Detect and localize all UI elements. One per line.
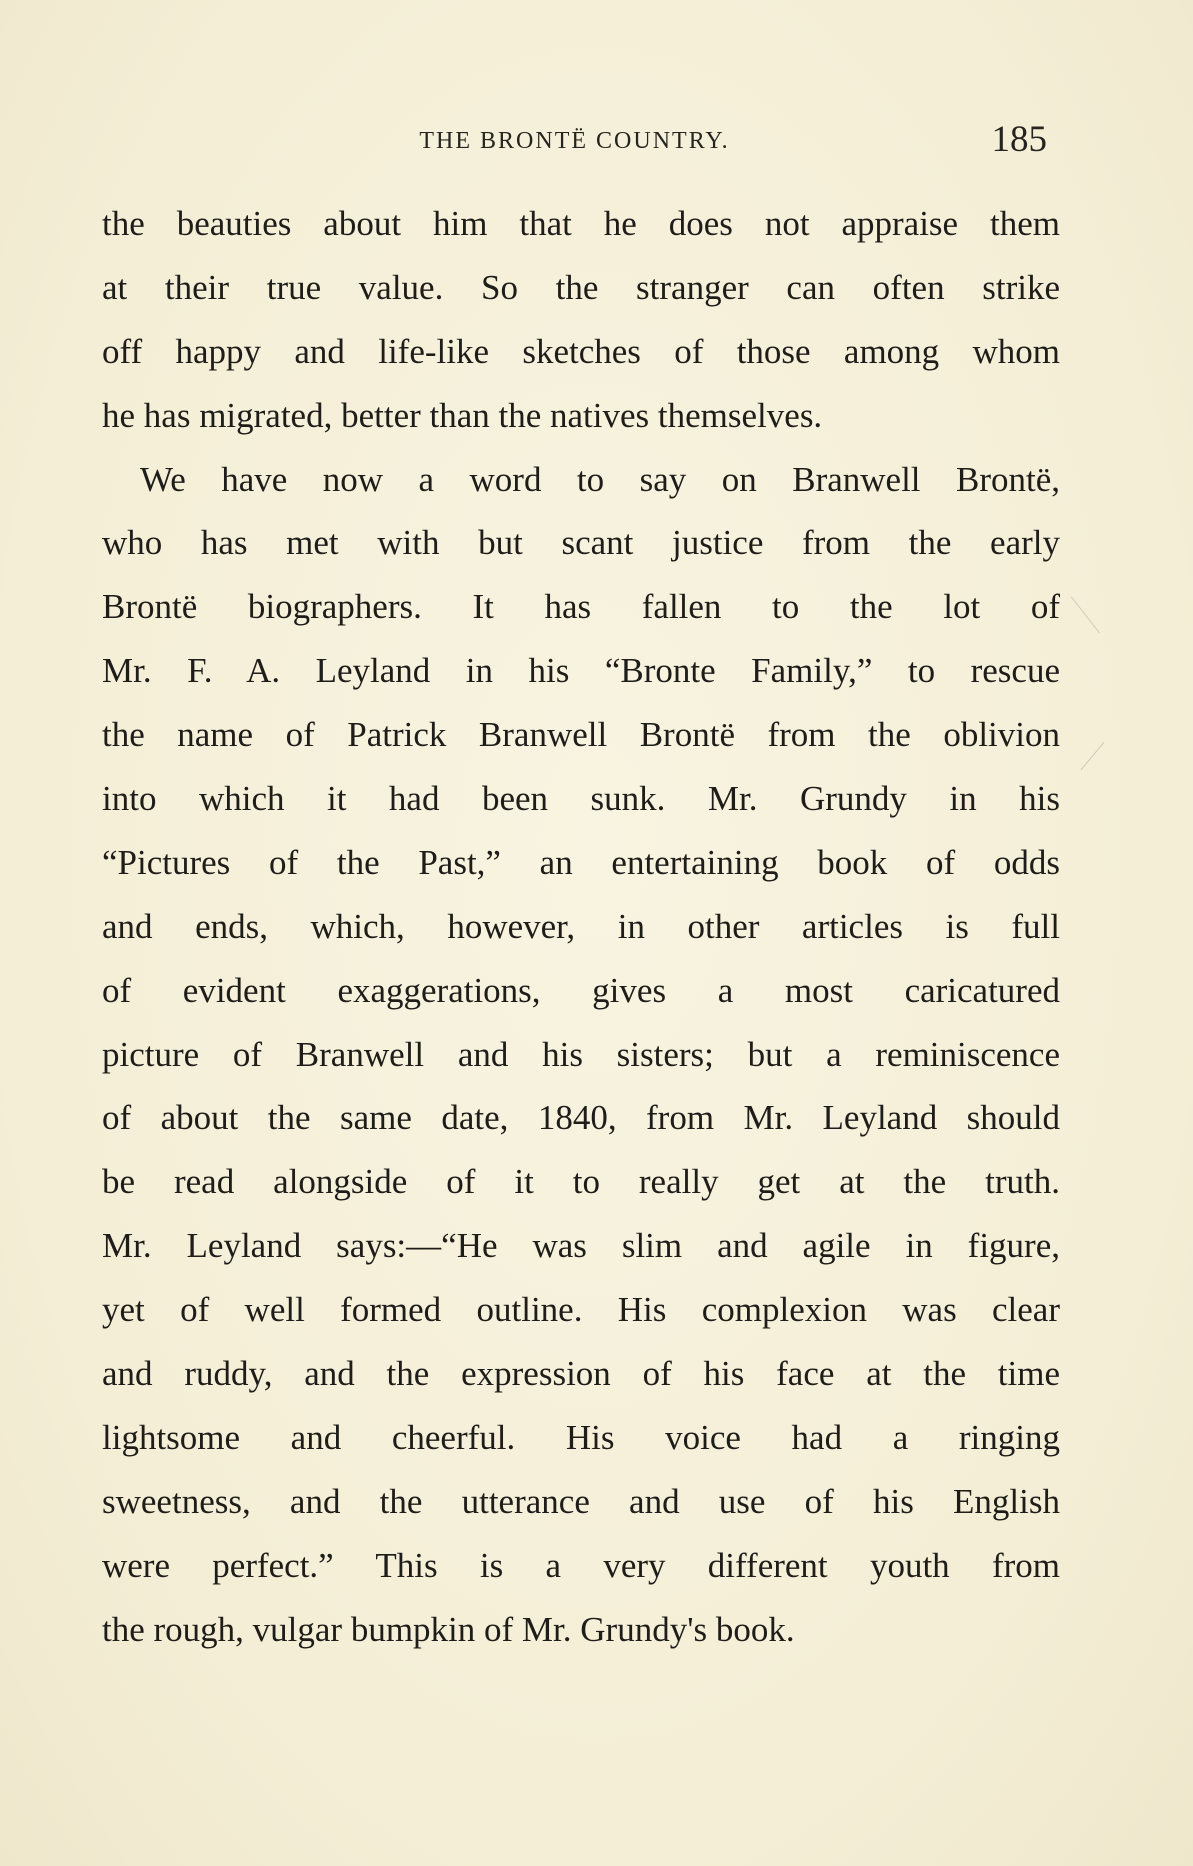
text-line: at their true value. So the stranger can often strike [102,267,1060,307]
running-head [102,118,1047,162]
text-line: of about the same date, 1840, from Mr. Leyland should [102,1098,1060,1138]
page-number: 185 [991,119,1047,160]
text-line: the beauties about him that he does not appraise them [102,204,1060,243]
text-line: lightsome and cheerful. His voice had a ringing [102,1417,1060,1457]
text-line: We have now a word to say on Branwell Brontë, [140,459,1060,499]
text-line: Mr. Leyland says:—“He was slim and agile in figure, [102,1226,1060,1266]
pencil-mark [1071,597,1100,634]
text-line: who has met with but scant justice from the early [102,523,1060,563]
text-line: “Pictures of the Past,” an entertaining book of odds [102,842,1060,882]
text-line: yet of well formed outline. His complexion was clear [102,1290,1060,1330]
text-line: the name of Patrick Branwell Brontë from the oblivion [102,715,1060,755]
text-line: of evident exaggerations, gives a most caricatured [102,970,1060,1010]
text-line: Brontë biographers. It has fallen to the lot of [102,587,1060,627]
running-title: THE BRONTË COUNTRY. [419,128,730,154]
text-line: picture of Branwell and his sisters; but a reminiscence [102,1034,1060,1074]
text-line: and ends, which, however, in other articles is full [102,906,1060,946]
text-line: the rough, vulgar bumpkin of Mr. Grundy's book. [102,1609,795,1649]
text-line: and ruddy, and the expression of his face at the time [102,1354,1060,1394]
text-line: sweetness, and the utterance and use of his English [102,1481,1060,1521]
text-line: off happy and life-like sketches of those among whom [102,331,1060,371]
text-line: be read alongside of it to really get at the truth. [102,1162,1060,1202]
body-text [102,192,1060,1661]
text-line: he has migrated, better than the natives themselves. [102,395,823,435]
text-line: Mr. F. A. Leyland in his “Bronte Family,” to rescue [102,651,1060,691]
text-line: into which it had been sunk. Mr. Grundy in his [102,779,1060,819]
pencil-mark [1081,742,1105,770]
text-line: were perfect.” This is a very different youth from [102,1545,1060,1585]
